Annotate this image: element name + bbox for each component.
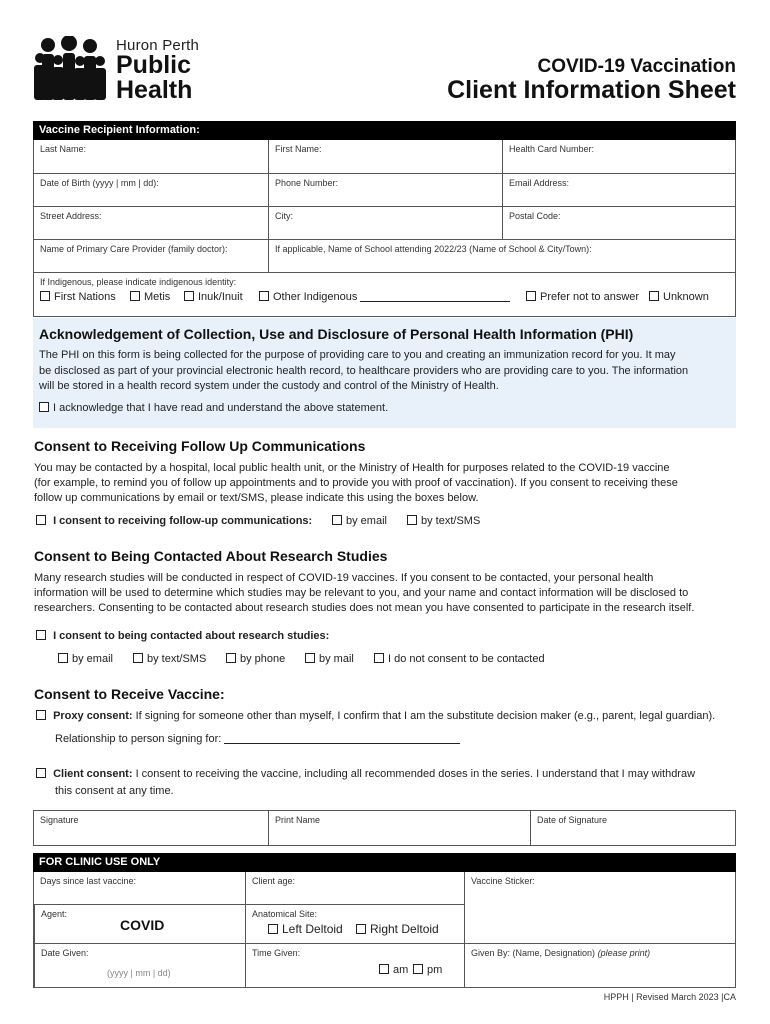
relationship-field[interactable]: Relationship to person signing for: xyxy=(55,733,460,745)
option-prefer-not[interactable]: Prefer not to answer xyxy=(526,291,639,303)
time-given-field[interactable]: Time Given: am pm xyxy=(246,944,465,987)
checkbox[interactable] xyxy=(40,291,50,301)
checkbox[interactable] xyxy=(259,291,269,301)
checkbox[interactable] xyxy=(649,291,659,301)
phi-line3: will be stored in a health record system under the custody and control of the Ministry of Health. xyxy=(39,380,499,392)
date-signature-field[interactable]: Date of Signature xyxy=(530,811,735,845)
checkbox[interactable] xyxy=(526,291,536,301)
client-consent[interactable]: Client consent: I consent to receiving the vaccine, including all recommended doses in the series. I understand that I may withdraw xyxy=(36,768,736,780)
research-option-no-consent[interactable]: I do not consent to be contacted xyxy=(374,653,545,665)
phi-heading: Acknowledgement of Collection, Use and Disclosure of Personal Health Information (PHI) xyxy=(39,326,634,342)
checkbox[interactable] xyxy=(36,630,46,640)
checkbox[interactable] xyxy=(305,653,315,663)
checkbox[interactable] xyxy=(356,924,366,934)
checkbox[interactable] xyxy=(58,653,68,663)
followup-text-option[interactable]: by text/SMS xyxy=(407,515,480,527)
followup-email-option[interactable]: by email xyxy=(332,515,387,527)
followup-line3: follow up communications by email or text/SMS, please indicate this using the boxes below. xyxy=(34,492,479,504)
am-option[interactable]: am xyxy=(379,964,408,976)
date-given-field[interactable]: Date Given: (yyyy | mm | dd) xyxy=(34,944,246,987)
dob-field[interactable]: Date of Birth (yyyy | mm | dd): xyxy=(40,178,159,188)
phi-ack-option[interactable]: I acknowledge that I have read and understand the above statement. xyxy=(39,402,730,414)
days-since-field[interactable]: Days since last vaccine: xyxy=(34,872,246,905)
logo xyxy=(34,34,234,104)
phi-line1: The PHI on this form is being collected for the purpose of providing care to you and creating an immunization record for you. It may xyxy=(39,349,676,361)
research-line2: information will be used to determine which studies may be relevant to you, and your name and contact information will be disclosed to xyxy=(34,587,689,599)
indigenous-label: If Indigenous, please indicate indigenous identity: xyxy=(40,277,237,287)
site-left-option[interactable]: Left Deltoid xyxy=(268,922,343,936)
option-inuk-inuit[interactable]: Inuk/Inuit xyxy=(184,291,243,303)
research-option-mail[interactable]: by mail xyxy=(305,653,354,665)
footer: HPPH | Revised March 2023 |CA xyxy=(603,992,736,1002)
client-age-field[interactable]: Client age: xyxy=(246,872,465,905)
checkbox[interactable] xyxy=(374,653,384,663)
option-other-indigenous[interactable]: Other Indigenous xyxy=(259,291,510,303)
logo-line1: Huron Perth xyxy=(116,37,200,54)
agent-field: Agent: COVID xyxy=(34,905,246,944)
school-field[interactable]: If applicable, Name of School attending 2022/23 (Name of School & City/Town): xyxy=(268,240,735,272)
first-name-field[interactable]: First Name: xyxy=(268,140,502,173)
followup-heading: Consent to Receiving Follow Up Communications xyxy=(34,438,366,454)
city-field[interactable]: City: xyxy=(268,207,502,239)
relationship-line[interactable] xyxy=(224,743,460,744)
signature-grid xyxy=(33,810,736,846)
site-right-option[interactable]: Right Deltoid xyxy=(356,922,439,936)
checkbox[interactable] xyxy=(36,710,46,720)
recipient-header: Vaccine Recipient Information: xyxy=(33,121,736,140)
research-heading: Consent to Being Contacted About Research Studies xyxy=(34,548,388,564)
research-option-phone[interactable]: by phone xyxy=(226,653,285,665)
signature-field[interactable]: Signature xyxy=(40,815,79,825)
form-title-line1: COVID-19 Vaccination xyxy=(537,56,736,77)
checkbox[interactable] xyxy=(39,402,49,412)
followup-line2: (for example, to remind you of follow up appointments and to provide you with proof of vaccination). If you consent to receiving these xyxy=(34,477,678,489)
print-name-field[interactable]: Print Name xyxy=(268,811,530,845)
recipient-grid xyxy=(33,140,736,317)
checkbox[interactable] xyxy=(268,924,278,934)
option-unknown[interactable]: Unknown xyxy=(649,291,709,303)
given-by-field[interactable]: Given By: (Name, Designation) (please print) xyxy=(471,948,651,958)
vaccine-heading: Consent to Receive Vaccine: xyxy=(34,686,225,702)
last-name-field[interactable]: Last Name: xyxy=(40,144,87,154)
checkbox[interactable] xyxy=(226,653,236,663)
client-consent-line2: this consent at any time. xyxy=(55,785,174,797)
research-line3: researchers. Consenting to be contacted about research studies does not mean you have consented to participate in the research itself. xyxy=(34,602,695,614)
date-format-hint: (yyyy | mm | dd) xyxy=(107,968,171,978)
checkbox[interactable] xyxy=(379,964,389,974)
primary-care-field[interactable]: Name of Primary Care Provider (family doctor): xyxy=(40,244,228,254)
postal-field[interactable]: Postal Code: xyxy=(502,207,735,239)
other-indigenous-line[interactable] xyxy=(360,301,510,302)
clinic-grid xyxy=(33,872,736,988)
research-option-email[interactable]: by email xyxy=(58,653,113,665)
research-consent[interactable]: I consent to being contacted about research studies: xyxy=(36,630,329,642)
phi-section xyxy=(33,318,736,428)
checkbox[interactable] xyxy=(413,964,423,974)
checkbox[interactable] xyxy=(130,291,140,301)
form-title-line2: Client Information Sheet xyxy=(447,76,736,104)
checkbox[interactable] xyxy=(332,515,342,525)
checkbox[interactable] xyxy=(184,291,194,301)
people-logo-icon xyxy=(34,36,106,100)
indigenous-options xyxy=(34,289,735,309)
checkbox[interactable] xyxy=(36,515,46,525)
logo-line2: Public xyxy=(116,51,192,79)
anatomical-site-field: Anatomical Site: Left Deltoid Right Deltoid xyxy=(246,905,465,944)
phone-field[interactable]: Phone Number: xyxy=(268,174,502,206)
option-first-nations[interactable]: First Nations xyxy=(40,291,116,303)
followup-consent[interactable]: I consent to receiving follow-up communications: xyxy=(36,515,312,527)
proxy-consent[interactable]: Proxy consent: If signing for someone other than myself, I confirm that I am the substitute decision maker (e.g., parent, legal guardian). xyxy=(36,710,736,722)
health-card-field[interactable]: Health Card Number: xyxy=(502,140,735,173)
logo-line3: Health xyxy=(116,76,193,104)
checkbox[interactable] xyxy=(36,768,46,778)
pm-option[interactable]: pm xyxy=(413,964,442,976)
vaccine-sticker-field[interactable]: Vaccine Sticker: xyxy=(465,872,735,944)
research-option-text[interactable]: by text/SMS xyxy=(133,653,206,665)
street-field[interactable]: Street Address: xyxy=(40,211,102,221)
clinic-header: FOR CLINIC USE ONLY xyxy=(33,853,736,872)
checkbox[interactable] xyxy=(407,515,417,525)
email-field[interactable]: Email Address: xyxy=(502,174,735,206)
followup-line1: You may be contacted by a hospital, local public health unit, or the Ministry of Health for purposes related to the COVID-19 vaccine xyxy=(34,462,670,474)
agent-value: COVID xyxy=(120,917,165,933)
option-metis[interactable]: Metis xyxy=(130,291,170,303)
phi-line2: be disclosed as part of your provincial electronic health record, to healthcare providers who are providing care to you. The information xyxy=(39,364,689,377)
research-line1: Many research studies will be conducted in respect of COVID-19 vaccines. If you consent to be contacted, your personal health xyxy=(34,572,654,584)
checkbox[interactable] xyxy=(133,653,143,663)
